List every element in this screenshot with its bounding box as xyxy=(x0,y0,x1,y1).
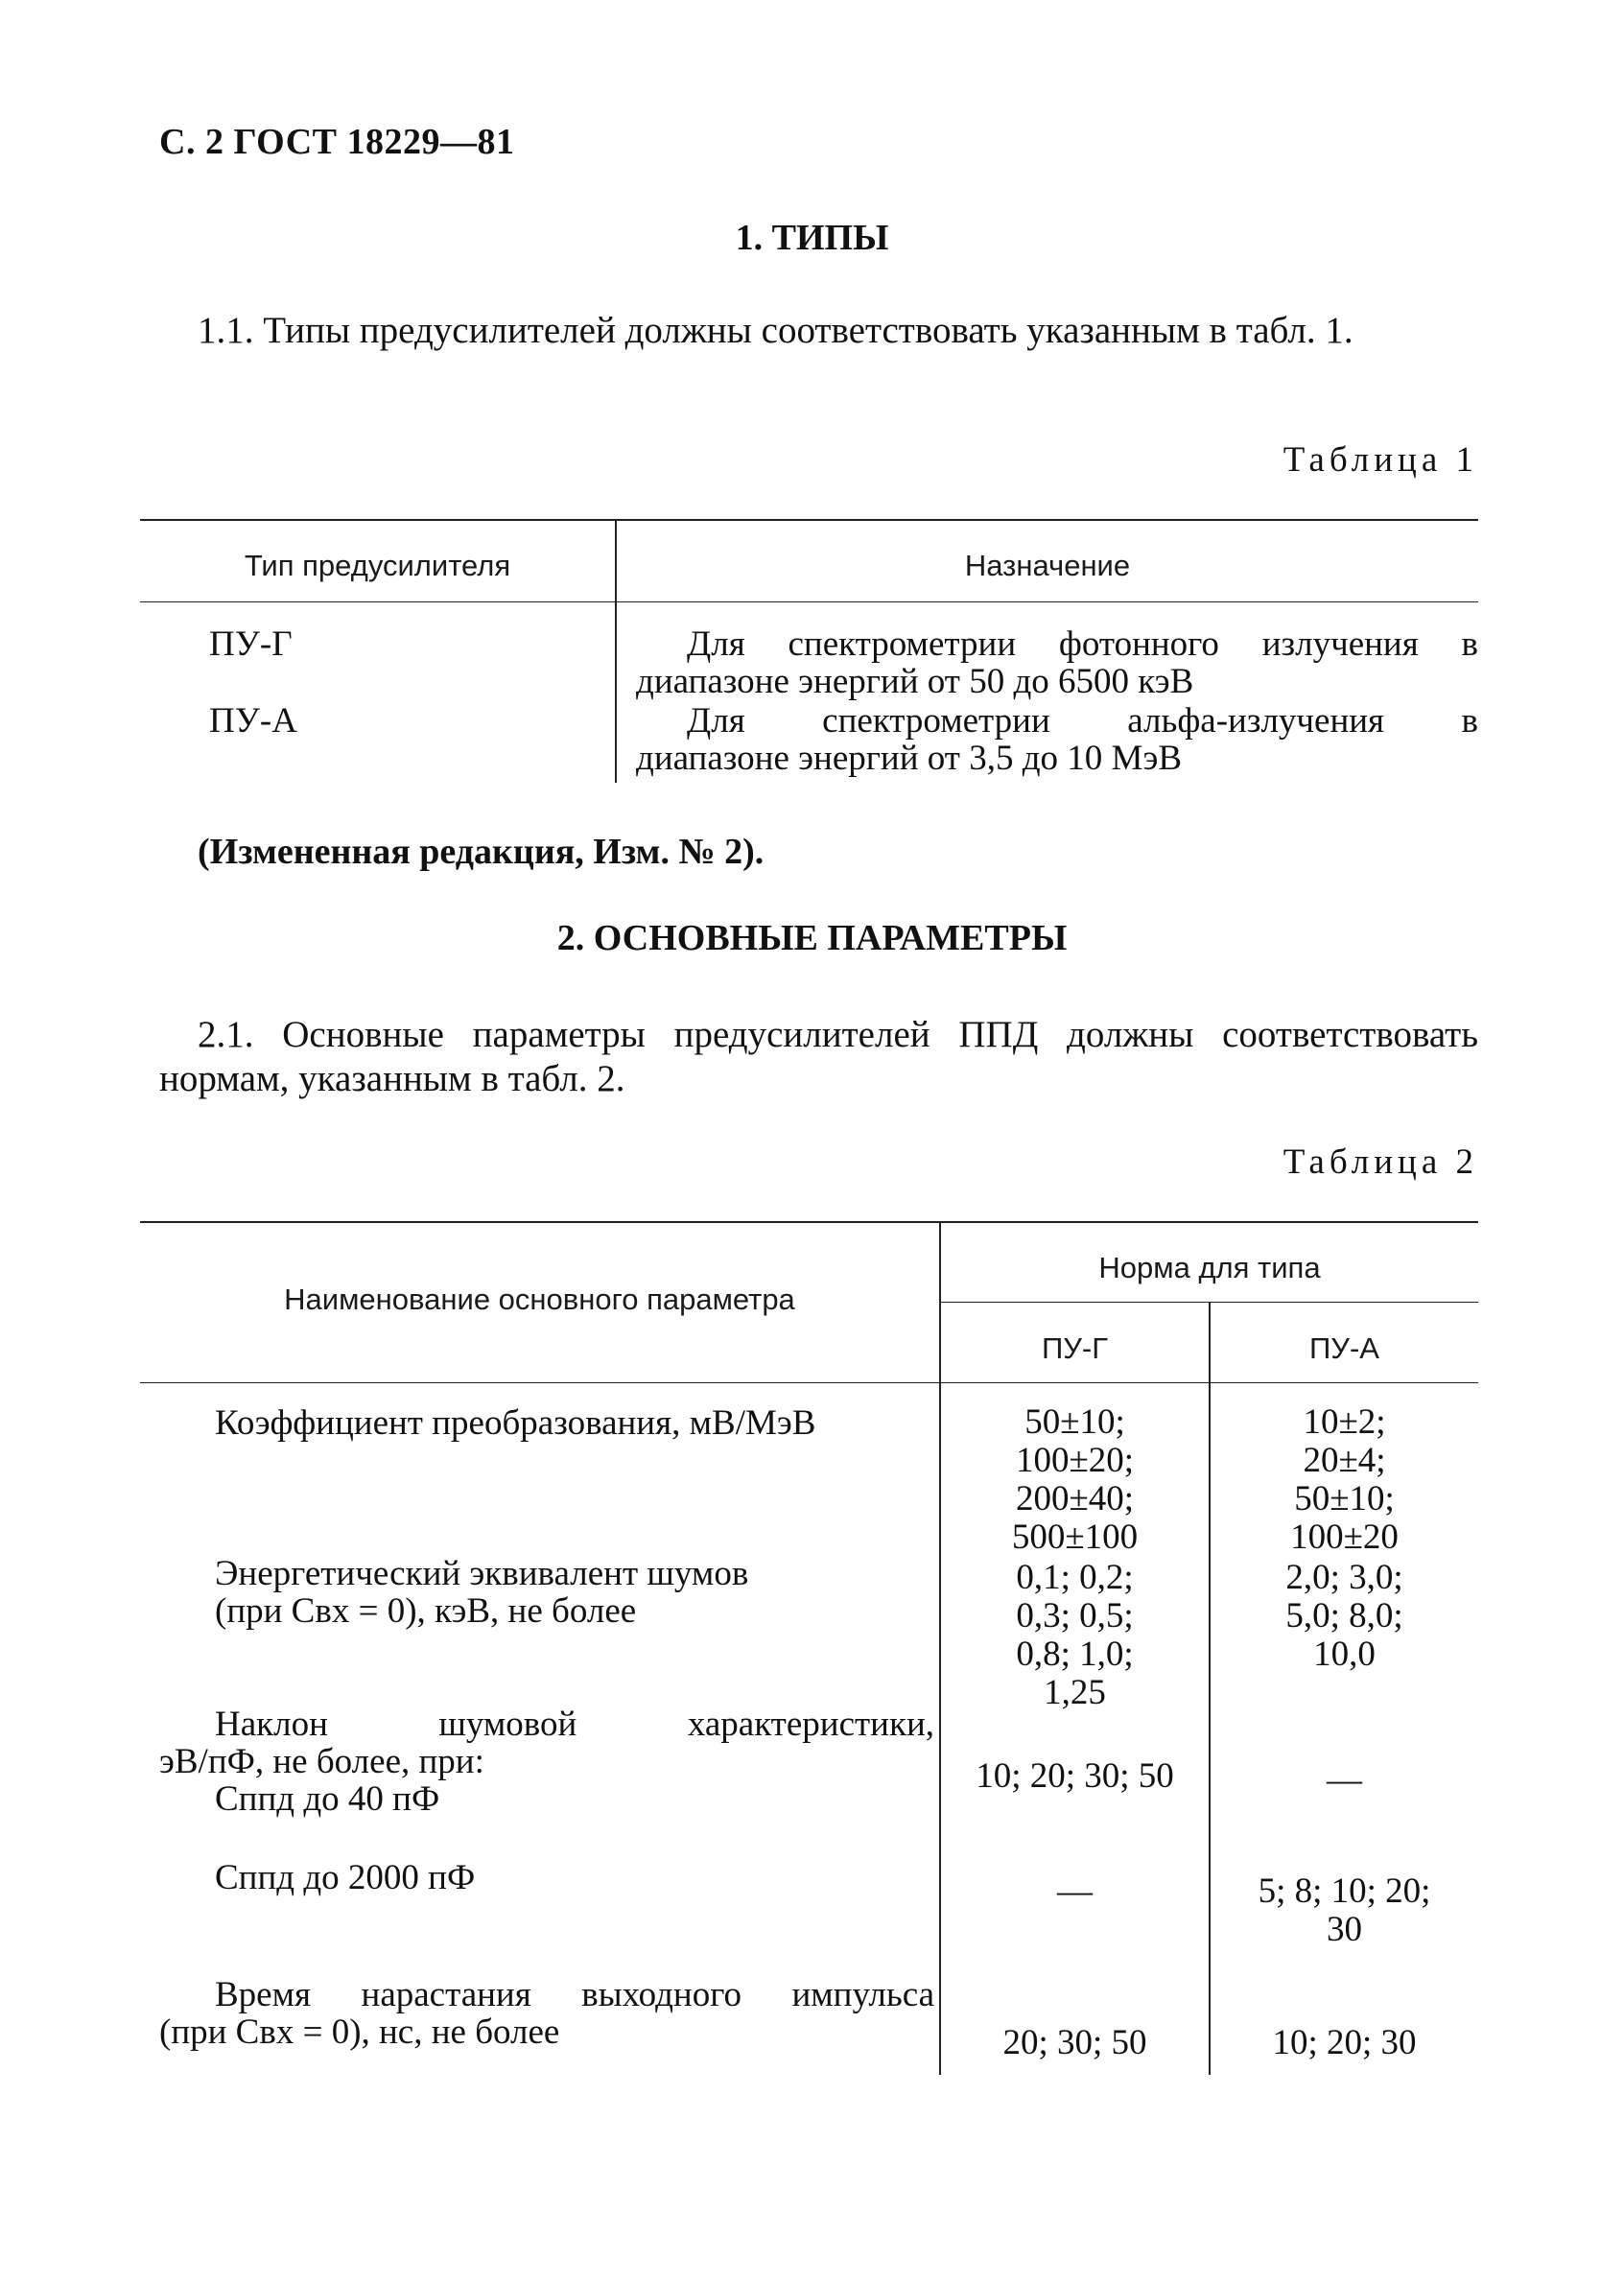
section-2-title: 2. ОСНОВНЫЕ ПАРАМЕТРЫ xyxy=(556,918,1068,958)
table-1-row-2-purpose-line2: диапазоне энергий от 3,5 до 10 МэВ xyxy=(636,739,1183,778)
table-1-col-purpose-header: Назначение xyxy=(964,549,1131,582)
value: 0,3; 0,5; xyxy=(1016,1596,1134,1636)
section-1-title: 1. ТИПЫ xyxy=(735,218,889,258)
value: 30 xyxy=(1327,1910,1362,1949)
value-a-rise: 10; 20; 30 xyxy=(1272,2023,1417,2062)
table-1-row-1-purpose-line2: диапазоне энергий от 50 до 6500 кэВ xyxy=(636,662,1194,701)
value: 10±2; xyxy=(1303,1402,1386,1442)
table-1-row-2-type: ПУ-А xyxy=(209,701,297,741)
value: 5,0; 8,0; xyxy=(1285,1596,1403,1636)
section-1-paragraph: 1.1. Типы предусилителей должны соответствовать указанным в табл. 1. xyxy=(198,310,1353,351)
value: 50±10; xyxy=(1024,1402,1125,1442)
values-g-conversion xyxy=(941,1403,1209,1557)
section-2-paragraph: 2.1. Основные параметры предусилителей ППД должны соответствовать нормам, указанным в табл. 2. xyxy=(159,1014,1478,1099)
table-1-top-rule xyxy=(140,519,1478,521)
param-slope-line1: Наклон шумовой характеристики, xyxy=(215,1705,934,1744)
table-2-norm-header: Норма для типа xyxy=(1098,1251,1321,1284)
table-1-row-1-type: ПУ-Г xyxy=(209,624,293,664)
value: 20±4; xyxy=(1303,1441,1386,1480)
table-2-top-rule xyxy=(140,1221,1478,1223)
values-a-noise xyxy=(1211,1559,1478,1674)
param-slope-line2: эВ/пФ, не более, при: xyxy=(159,1742,484,1781)
table-1-row-1-purpose-line1: Для спектрометрии фотонного излучения в xyxy=(687,624,1478,664)
param-conversion: Коэффициент преобразования, мВ/МэВ xyxy=(215,1403,816,1443)
param-noise-line1: Энергетический эквивалент шумов xyxy=(215,1554,749,1593)
value: 100±20 xyxy=(1290,1518,1399,1557)
value: 200±40; xyxy=(1015,1479,1135,1518)
value: 100±20; xyxy=(1015,1441,1135,1480)
param-slope-c2000: Cппд до 2000 пФ xyxy=(215,1858,476,1897)
table-2-header-rule xyxy=(140,1382,1478,1383)
table-2-type-a-header: ПУ-А xyxy=(1309,1331,1379,1365)
table-2-type-g-header: ПУ-Г xyxy=(1041,1331,1109,1365)
value: 1,25 xyxy=(1044,1673,1106,1712)
page-header: С. 2 ГОСТ 18229—81 xyxy=(159,122,515,162)
table-2-caption: Таблица 2 xyxy=(1283,1142,1478,1182)
param-rise-line2: (при Cвх = 0), нс, не более xyxy=(159,2012,560,2052)
value-a-slope-c40: — xyxy=(1327,1760,1362,1800)
value: 10,0 xyxy=(1313,1635,1376,1674)
param-noise-line2: (при Cвх = 0), кэВ, не более xyxy=(215,1591,637,1631)
value: 5; 8; 10; 20; xyxy=(1258,1871,1431,1911)
amendment-note: (Измененная редакция, Изм. № 2). xyxy=(198,832,765,872)
value: 2,0; 3,0; xyxy=(1285,1558,1403,1597)
param-rise-line1: Время нарастания выходного импульса xyxy=(215,1975,934,2014)
table-1-row-2-purpose-line1: Для спектрометрии альфа-излучения в xyxy=(687,701,1478,741)
value: 0,1; 0,2; xyxy=(1016,1558,1134,1597)
value-g-slope-c2000: — xyxy=(1057,1871,1093,1911)
table-1-col-type-header: Тип предусилителя xyxy=(244,549,511,582)
value: 500±100 xyxy=(1011,1518,1139,1557)
value: 50±10; xyxy=(1294,1479,1395,1518)
value: 0,8; 1,0; xyxy=(1016,1635,1134,1674)
param-slope-c40: Cппд до 40 пФ xyxy=(215,1779,440,1819)
table-1-header-rule xyxy=(140,601,1478,602)
values-g-noise xyxy=(941,1559,1209,1712)
value-g-rise: 20; 30; 50 xyxy=(1002,2023,1147,2062)
values-a-conversion xyxy=(1211,1403,1478,1557)
table-2-param-header: Наименование основного параметра xyxy=(284,1283,795,1316)
values-a-slope-c2000 xyxy=(1211,1872,1478,1949)
value-g-slope-c40: 10; 20; 30; 50 xyxy=(976,1756,1174,1796)
table-1-caption: Таблица 1 xyxy=(1283,440,1478,480)
